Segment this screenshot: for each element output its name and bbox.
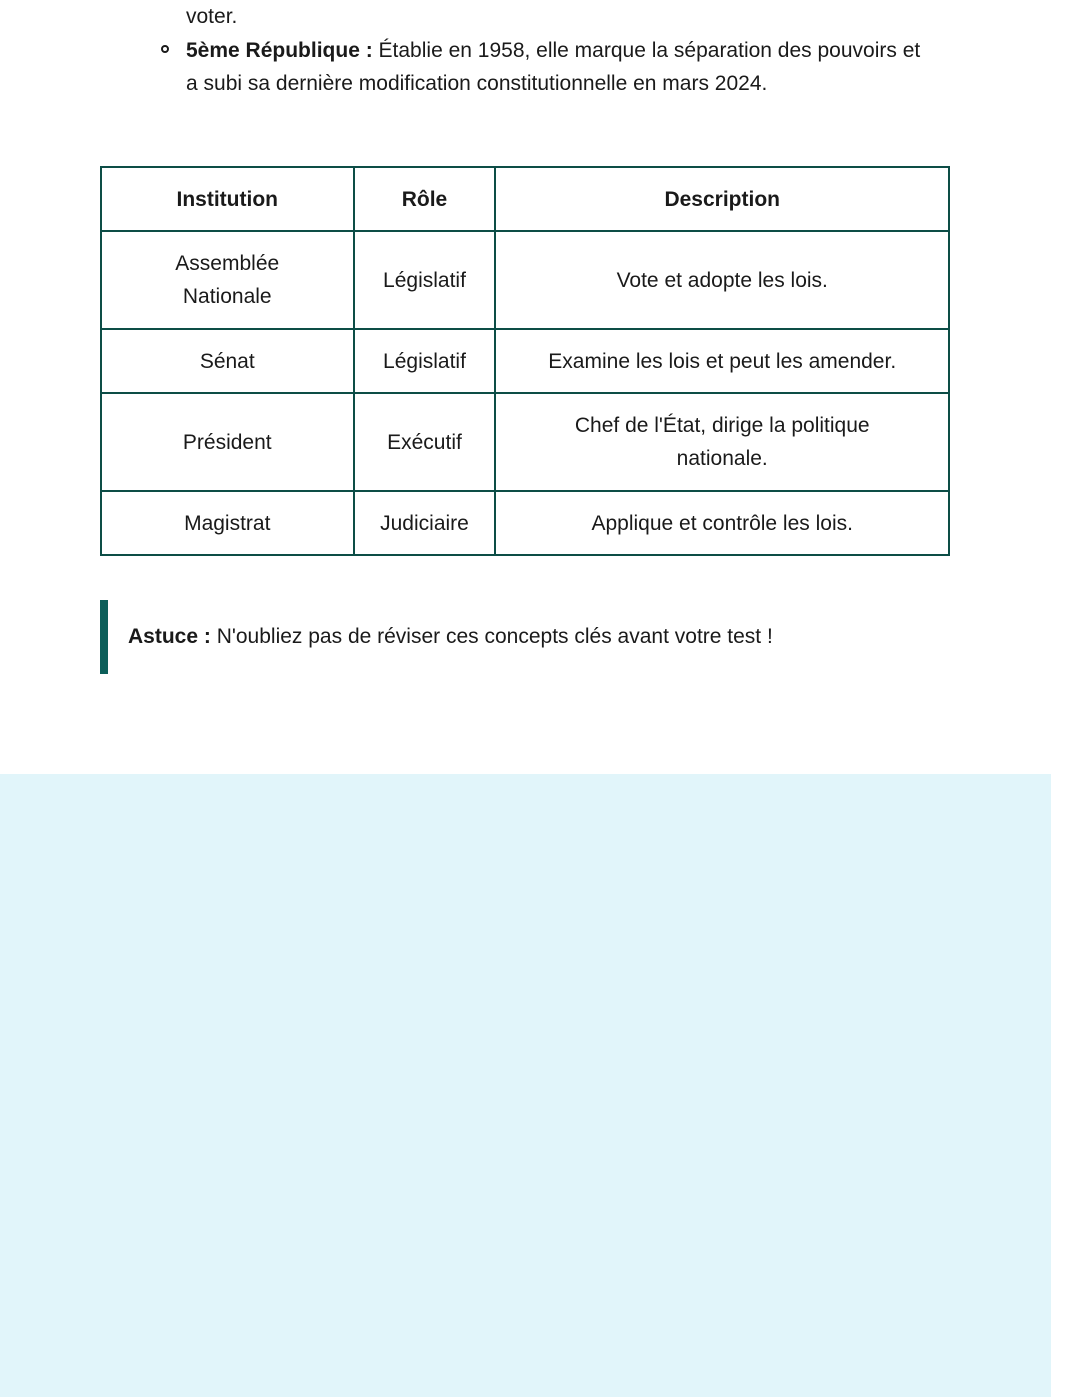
circle-bullet-icon	[161, 45, 169, 53]
previous-line-text: voter.	[186, 5, 238, 28]
institutions-table	[100, 166, 950, 556]
cell-description: Examine les lois et peut les amender.	[495, 329, 949, 393]
tip-callout	[100, 600, 950, 674]
cell-description-text: Chef de l'État, dirige la politique nationale.	[574, 414, 870, 470]
header-role: Rôle	[354, 167, 496, 231]
cell-role: Législatif	[354, 329, 496, 393]
cell-institution: Magistrat	[101, 491, 354, 555]
cell-institution-text: Assemblée Nationale	[175, 252, 280, 308]
header-institution: Institution	[101, 167, 354, 231]
cell-institution: Président	[101, 393, 354, 491]
cell-description: Vote et adopte les lois.	[495, 231, 949, 329]
table-row	[101, 329, 949, 393]
tip-label: Astuce :	[128, 625, 211, 648]
cell-institution: Sénat	[101, 329, 354, 393]
table-header-row	[101, 167, 949, 231]
list-item-continuation	[186, 0, 926, 33]
table-row	[101, 231, 949, 329]
cell-institution	[101, 231, 354, 329]
tip-text: N'oubliez pas de réviser ces concepts clés avant votre test !	[210, 625, 773, 648]
list-item-term: 5ème République :	[186, 39, 373, 62]
cell-description	[495, 393, 949, 491]
table-row	[101, 491, 949, 555]
list-item-text: Établie en 1958, elle marque la séparation des pouvoirs et a subi sa dernière modification constitutionnelle en mars 2024.	[186, 39, 921, 95]
cell-role: Exécutif	[354, 393, 496, 491]
cell-role: Judiciaire	[354, 491, 496, 555]
header-description: Description	[495, 167, 949, 231]
table-row	[101, 393, 949, 491]
bottom-background-band	[0, 774, 1051, 1397]
cell-description: Applique et contrôle les lois.	[495, 491, 949, 555]
list-item	[186, 34, 926, 100]
sub-list	[186, 34, 926, 100]
cell-role: Législatif	[354, 231, 496, 329]
